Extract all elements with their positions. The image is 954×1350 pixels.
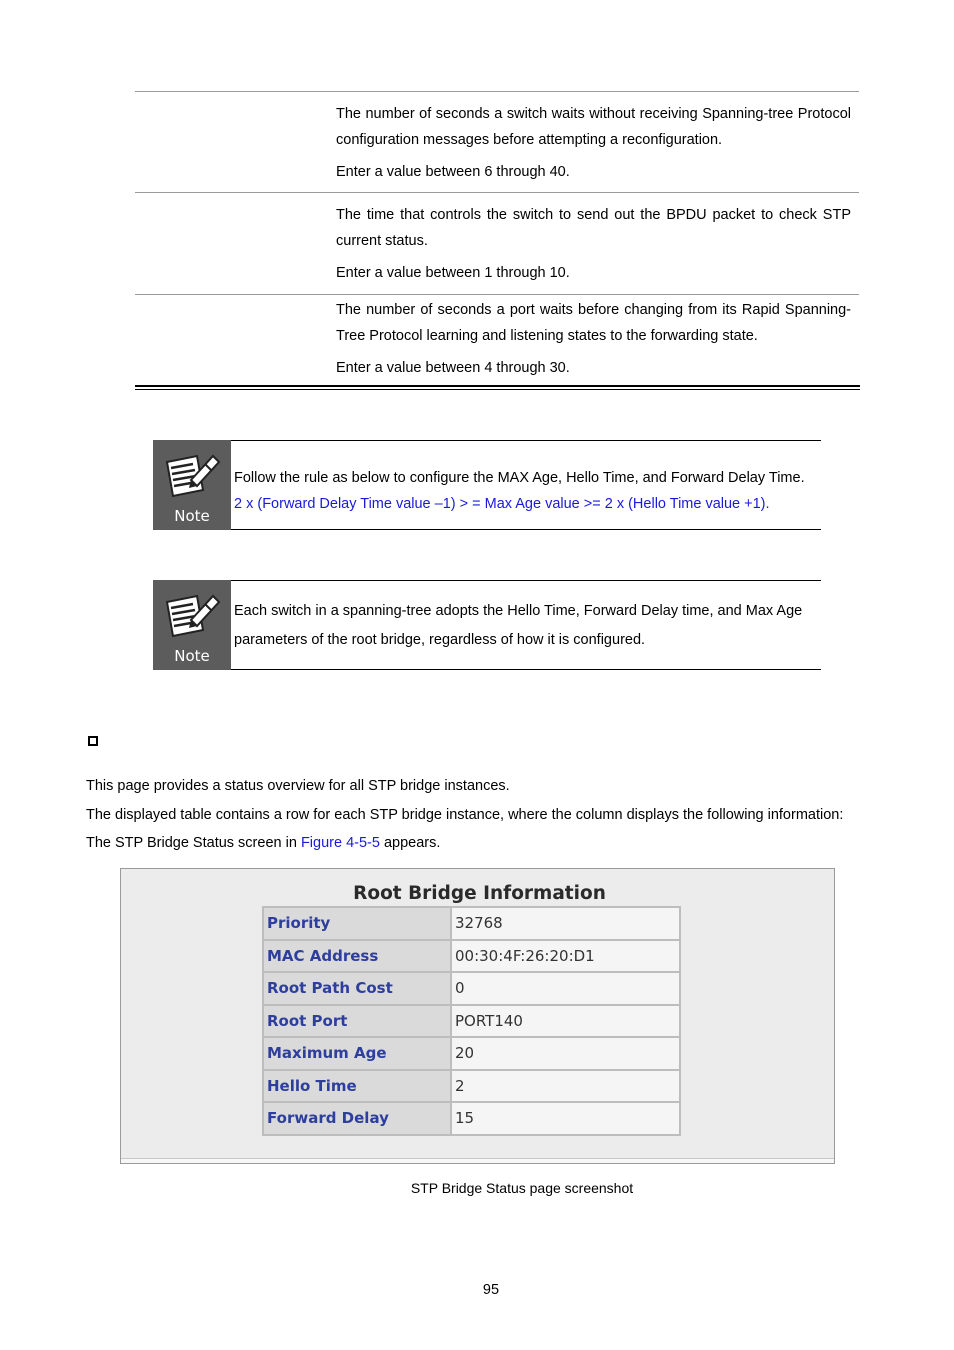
figure-caption: STP Bridge Status page screenshot	[410, 1180, 634, 1196]
row-label: Forward Delay	[263, 1102, 451, 1135]
parameter-row-hello-time	[135, 193, 859, 295]
parameter-description	[336, 295, 859, 385]
root-bridge-row	[263, 940, 680, 973]
row-label: Priority	[263, 907, 451, 940]
range-text: Enter a value between 4 through 30.	[336, 360, 570, 376]
page-number: 95	[482, 1282, 500, 1298]
description-text: The number of seconds a port waits before changing from its Rapid Spanning-Tree Protocol learning and listening states to the forwarding state.	[336, 302, 851, 344]
note-body	[231, 440, 821, 530]
row-label: Maximum Age	[263, 1037, 451, 1070]
row-value: 32768	[451, 907, 680, 940]
section-bullet-icon	[88, 736, 98, 746]
row-label: Root Path Cost	[263, 972, 451, 1005]
parameter-name-cell	[135, 295, 336, 385]
parameter-row-forward-delay	[135, 295, 859, 385]
row-value: 15	[451, 1102, 680, 1135]
note-label: Note	[174, 507, 210, 525]
intro-line: This page provides a status overview for all STP bridge instances.	[86, 778, 510, 794]
note-formula: 2 x (Forward Delay Time value –1) > = Max Age value >= 2 x (Hello Time value +1).	[234, 496, 770, 512]
note-text: Each switch in a spanning-tree adopts the Hello Time, Forward Delay time, and Max Age parameters of the root bridge, regardless of how it is configured.	[234, 603, 803, 648]
root-bridge-table	[262, 906, 681, 1136]
row-label: Root Port	[263, 1005, 451, 1038]
intro-line: The displayed table contains a row for each STP bridge instance, where the column displays the following information:	[86, 806, 844, 823]
root-bridge-row	[263, 1005, 680, 1038]
parameter-name-cell	[135, 92, 336, 192]
row-label: MAC Address	[263, 940, 451, 973]
screenshot-title: Root Bridge Information	[353, 883, 606, 904]
root-bridge-row	[263, 1070, 680, 1103]
parameter-row-max-age	[135, 92, 859, 193]
intro-text-before-link: The STP Bridge Status screen in	[86, 835, 301, 851]
range-text: Enter a value between 1 through 10.	[336, 265, 570, 281]
intro-line	[86, 829, 886, 858]
note-text: Follow the rule as below to configure the MAX Age, Hello Time, and Forward Delay Time.	[234, 470, 805, 486]
note-pad-pen-icon	[161, 590, 223, 646]
parameter-description	[336, 92, 859, 192]
row-value: 0	[451, 972, 680, 1005]
stp-bridge-status-screenshot	[120, 868, 835, 1164]
description-text: The number of seconds a switch waits without receiving Spanning-tree Protocol configuration messages before attempting a reconfiguration.	[336, 106, 851, 148]
note-box-rule	[153, 440, 821, 530]
row-value: 20	[451, 1037, 680, 1070]
note-box-root-bridge	[153, 580, 821, 670]
note-label: Note	[174, 647, 210, 665]
root-bridge-row	[263, 907, 680, 940]
row-value: 00:30:4F:26:20:D1	[451, 940, 680, 973]
description-text: The time that controls the switch to send out the BPDU packet to check STP current status.	[336, 207, 851, 249]
root-bridge-row	[263, 1037, 680, 1070]
parameter-table	[135, 91, 859, 385]
parameter-name-cell	[135, 193, 336, 294]
note-icon	[153, 580, 231, 670]
range-text: Enter a value between 6 through 40.	[336, 164, 570, 180]
figure-link[interactable]: Figure 4-5-5	[300, 835, 380, 851]
note-icon	[153, 440, 231, 530]
intro-text-after-link: appears.	[379, 835, 441, 851]
row-value: PORT140	[451, 1005, 680, 1038]
row-label: Hello Time	[263, 1070, 451, 1103]
screenshot-bottom-strip	[121, 1158, 834, 1163]
root-bridge-row	[263, 972, 680, 1005]
root-bridge-row	[263, 1102, 680, 1135]
intro-text	[86, 772, 886, 858]
note-body	[231, 580, 821, 670]
parameter-description	[336, 193, 859, 294]
table-bottom-rule	[135, 385, 860, 390]
row-value: 2	[451, 1070, 680, 1103]
note-pad-pen-icon	[161, 450, 223, 506]
